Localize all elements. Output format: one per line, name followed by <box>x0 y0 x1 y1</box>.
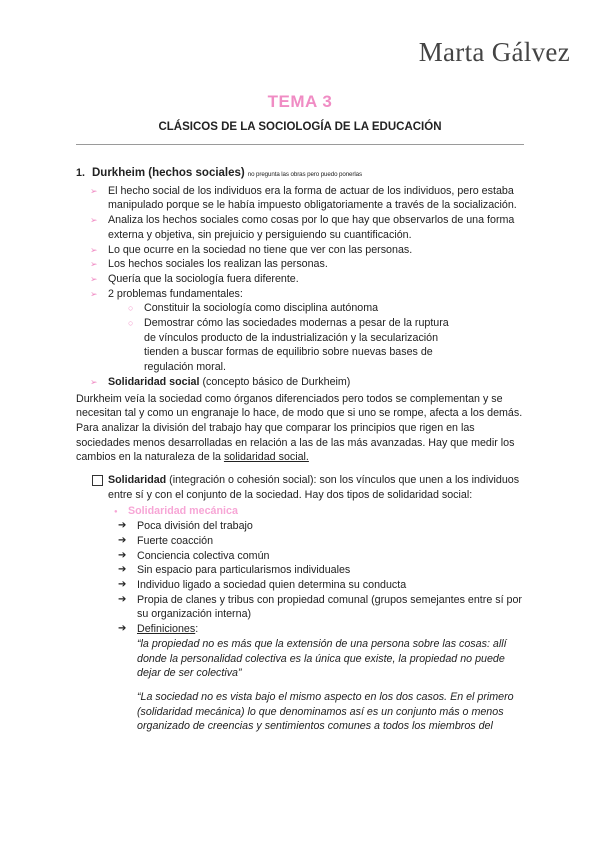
section-note: no pregunta las obras pero puedo ponerlas <box>247 171 362 178</box>
list-item: ➔ Sin espacio para particularismos individuales <box>118 564 351 577</box>
checkbox-icon <box>92 475 103 486</box>
document-body <box>76 166 526 734</box>
section-heading <box>76 166 526 183</box>
subsection-heading: ● Solidaridad mecánica <box>76 504 526 519</box>
arrow-bullet-icon: ➢ <box>90 288 98 299</box>
list-item: ➢ 2 problemas fundamentales: <box>90 287 243 300</box>
right-arrow-icon: ➔ <box>118 623 127 635</box>
arrow-bullet-icon: ➢ <box>90 244 98 255</box>
author-name: Marta Gálvez <box>418 37 570 67</box>
sub-list-item: ○ Demostrar cómo las sociedades modernas a pesar de la ruptura de vínculos producto de la industrialización y la secularización tienden a buscar formas de equilibrio sobre nuevas bases de regulación moral. <box>128 317 449 374</box>
arrow-bullet-icon: ➢ <box>90 376 98 387</box>
right-arrow-icon: ➔ <box>118 520 127 532</box>
circle-bullet-icon: ○ <box>128 318 134 329</box>
underlined-term: solidaridad social. <box>223 451 309 464</box>
right-arrow-icon: ➔ <box>118 564 127 576</box>
right-arrow-icon: ➔ <box>118 593 127 605</box>
right-arrow-icon: ➔ <box>118 578 127 590</box>
arrow-bullet-icon: ➢ <box>90 273 98 284</box>
list-item: ➔ Poca división del trabajo <box>118 520 253 533</box>
quote: “la propiedad no es más que la extensión de una persona sobre las cosas: allí donde la personalidad colectiva es la única que existe, la propiedad no puede dejar de ser colectiva” <box>137 637 507 680</box>
divider <box>76 144 524 145</box>
list-item: ➢ Lo que ocurre en la sociedad no tiene que ver con las personas. <box>90 243 413 256</box>
list-item: ➢ Solidaridad social (concepto básico de Durkheim) <box>90 375 351 388</box>
checkbox-item: Solidaridad (integración o cohesión social): son los vínculos que unen a los individuos entre sí y con el conjunto de la sociedad. Hay dos tipos de solidaridad social: <box>76 473 526 502</box>
page-subtitle: CLÁSICOS DE LA SOCIOLOGÍA DE LA EDUCACIÓN <box>158 121 442 133</box>
section-title: Durkheim (hechos sociales) <box>92 167 245 179</box>
list-item: ➔ Definiciones: <box>118 623 199 636</box>
right-arrow-icon: ➔ <box>118 534 127 546</box>
list-item: ➔ Conciencia colectiva común <box>118 549 270 562</box>
list-item: ➢ Analiza los hechos sociales como cosas por lo que hay que observarlos de una forma externa y objetiva, sin prejuicio y persiguiendo su cuantificación. <box>90 214 515 241</box>
dot-bullet-icon: ● <box>114 509 118 516</box>
arrow-bullet-icon: ➢ <box>90 185 98 196</box>
list-item: ➔ Propia de clanes y tribus con propiedad comunal (grupos semejantes entre sí por su organización interna) <box>118 593 522 621</box>
section-number: 1. <box>76 167 85 179</box>
list-item: ➢ El hecho social de los individuos era la forma de actuar de los individuos, pero estaba manipulado porque se le había impuesto obligatoriamente a través de la socialización. <box>90 184 517 212</box>
list-item: ➔ Individuo ligado a sociedad quien determina su conducta <box>118 578 407 591</box>
arrow-bullet-icon: ➢ <box>90 259 98 270</box>
circle-bullet-icon: ○ <box>128 303 134 314</box>
list-item: ➢ Los hechos sociales los realizan las personas. <box>90 258 328 271</box>
sub-list-item: ○ Constituir la sociología como disciplina autónoma <box>128 302 379 315</box>
paragraph: Para analizar la división del trabajo hay que comparar los principios que rigen en las sociedades menos desarrolladas en relación a las de las más avanzadas. Hay que medir los cambios en la naturaleza de la solidaridad social. <box>76 421 515 464</box>
page-title: TEMA 3 <box>267 92 333 111</box>
paragraph: Durkheim veía la sociedad como órganos diferenciados pero todos se complementan y se necesitan tal y como un engranaje lo hace, de modo que si uno se rompe, afecta a los demás. <box>76 392 523 420</box>
right-arrow-icon: ➔ <box>118 549 127 561</box>
list-item: ➔ Fuerte coacción <box>118 534 214 547</box>
quote: “La sociedad no es vista bajo el mismo aspecto en los dos casos. En el primero (solidaridad mecánica) lo que denominamos así es un conjunto más o menos organizado de creencias y sentimientos comunes a todos los miembros del <box>137 690 514 733</box>
list-item: ➢ Quería que la sociología fuera diferente. <box>90 272 299 285</box>
arrow-bullet-icon: ➢ <box>90 215 98 226</box>
